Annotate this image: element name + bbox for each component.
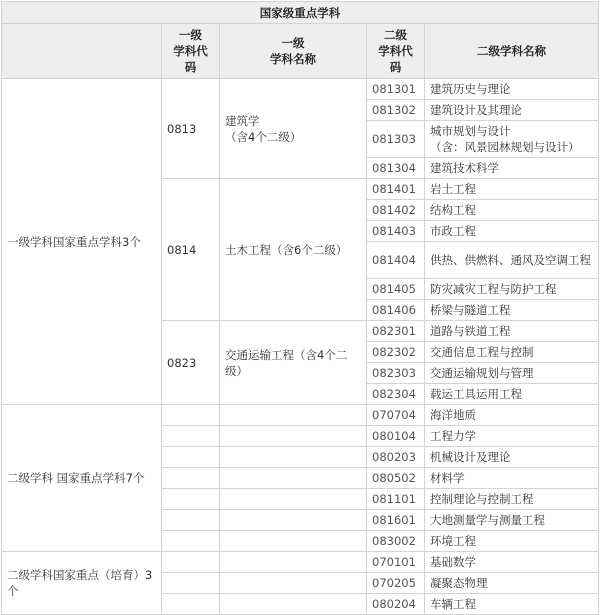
second-level-code: 070101 [367, 552, 425, 573]
second-level-name: 结构工程 [425, 200, 599, 221]
first-level-code-empty [162, 405, 220, 426]
first-level-code-empty [162, 426, 220, 447]
group-label: 二级学科 国家重点学科7个 [2, 405, 162, 552]
second-level-code: 081406 [367, 300, 425, 321]
header-first-level-code: 一级 学科代 码 [162, 24, 220, 79]
first-level-code-empty [162, 510, 220, 531]
table-row [2, 405, 599, 426]
second-level-code: 081401 [367, 179, 425, 200]
second-level-name: 工程力学 [425, 426, 599, 447]
first-level-code: 0813 [162, 79, 220, 179]
first-level-name-empty [220, 594, 367, 615]
first-level-code-empty [162, 489, 220, 510]
second-level-name: 建筑历史与理论 [425, 79, 599, 100]
first-level-name-empty [220, 531, 367, 552]
second-level-name: 桥梁与隧道工程 [425, 300, 599, 321]
second-level-name: 凝聚态物理 [425, 573, 599, 594]
second-level-name: 环境工程 [425, 531, 599, 552]
first-level-code-empty [162, 594, 220, 615]
second-level-code: 082302 [367, 342, 425, 363]
first-level-code-empty [162, 468, 220, 489]
second-level-name: 车辆工程 [425, 594, 599, 615]
header-second-level-name: 二级学科名称 [425, 24, 599, 79]
second-level-code: 081303 [367, 121, 425, 158]
second-level-name: 交通信息工程与控制 [425, 342, 599, 363]
second-level-name: 机械设计及理论 [425, 447, 599, 468]
first-level-name-empty [220, 510, 367, 531]
second-level-name: 载运工具运用工程 [425, 384, 599, 405]
first-level-name: 土木工程（含6个二级） [220, 179, 367, 321]
first-level-code-empty [162, 447, 220, 468]
first-level-code: 0814 [162, 179, 220, 321]
second-level-name: 控制理论与控制工程 [425, 489, 599, 510]
first-level-name-empty [220, 573, 367, 594]
header-group [2, 24, 162, 79]
second-level-name: 建筑技术科学 [425, 158, 599, 179]
first-level-code-empty [162, 552, 220, 573]
second-level-code: 070704 [367, 405, 425, 426]
first-level-name-empty [220, 489, 367, 510]
second-level-code: 082303 [367, 363, 425, 384]
second-level-name: 海洋地质 [425, 405, 599, 426]
second-level-code: 081304 [367, 158, 425, 179]
second-level-name: 供热、供燃料、通风及空调工程 [425, 242, 599, 279]
second-level-name: 防灾减灾工程与防护工程 [425, 279, 599, 300]
table-row [2, 79, 599, 100]
second-level-code: 080502 [367, 468, 425, 489]
second-level-code: 081402 [367, 200, 425, 221]
key-disciplines-table [1, 1, 599, 615]
second-level-name: 市政工程 [425, 221, 599, 242]
second-level-name: 基础数学 [425, 552, 599, 573]
table-body [2, 79, 599, 615]
second-level-code: 081404 [367, 242, 425, 279]
second-level-name: 岩土工程 [425, 179, 599, 200]
table-title: 国家级重点学科 [2, 2, 599, 24]
second-level-code: 081101 [367, 489, 425, 510]
first-level-name: 建筑学 （含4个二级） [220, 79, 367, 179]
second-level-code: 081302 [367, 100, 425, 121]
second-level-code: 081403 [367, 221, 425, 242]
first-level-name: 交通运输工程（含4个二级） [220, 321, 367, 405]
first-level-code-empty [162, 573, 220, 594]
second-level-name: 材料学 [425, 468, 599, 489]
second-level-code: 081405 [367, 279, 425, 300]
second-level-code: 082304 [367, 384, 425, 405]
first-level-name-empty [220, 405, 367, 426]
second-level-name: 建筑设计及其理论 [425, 100, 599, 121]
group-label: 二级学科国家重点（培育）3个 [2, 552, 162, 615]
first-level-code-empty [162, 531, 220, 552]
second-level-name: 大地测量学与测量工程 [425, 510, 599, 531]
second-level-code: 082301 [367, 321, 425, 342]
first-level-code: 0823 [162, 321, 220, 405]
group-label: 一级学科国家重点学科3个 [2, 79, 162, 405]
header-second-level-code: 二级 学科代 码 [367, 24, 425, 79]
second-level-code: 081601 [367, 510, 425, 531]
second-level-code: 081301 [367, 79, 425, 100]
first-level-name-empty [220, 447, 367, 468]
second-level-code: 083002 [367, 531, 425, 552]
second-level-code: 080104 [367, 426, 425, 447]
first-level-name-empty [220, 552, 367, 573]
second-level-name: 道路与铁道工程 [425, 321, 599, 342]
second-level-code: 080204 [367, 594, 425, 615]
first-level-name-empty [220, 426, 367, 447]
second-level-code: 070205 [367, 573, 425, 594]
second-level-code: 080203 [367, 447, 425, 468]
key-disciplines-table-container [1, 1, 599, 615]
second-level-name: 城市规划与设计 （含：风景园林规划与设计） [425, 121, 599, 158]
first-level-name-empty [220, 468, 367, 489]
table-row [2, 552, 599, 573]
second-level-name: 交通运输规划与管理 [425, 363, 599, 384]
header-first-level-name: 一级 学科名称 [220, 24, 367, 79]
